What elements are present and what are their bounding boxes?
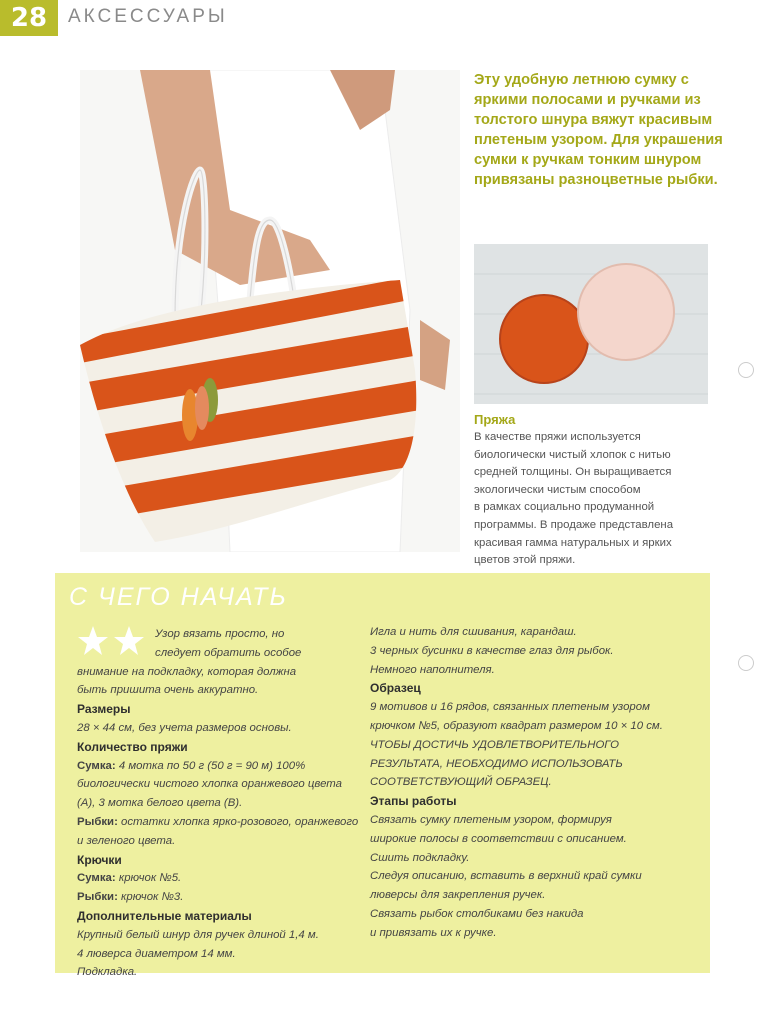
yarn-info bbox=[474, 412, 714, 570]
binder-hole bbox=[738, 362, 754, 378]
hook-fish: крючок №3. bbox=[121, 891, 184, 904]
materials-heading: Дополнительные материалы bbox=[77, 908, 252, 923]
step-line: Связать рыбок столбиками без накида bbox=[370, 907, 584, 920]
fish-label: Рыбки: bbox=[77, 815, 118, 828]
left-column bbox=[77, 625, 362, 982]
yarn-line: в рамках социально продуманной bbox=[474, 501, 655, 514]
material-line: Крупный белый шнур для ручек длиной 1,4 м. bbox=[77, 928, 319, 941]
bag-yarn-text bbox=[77, 757, 362, 813]
intro-text: Эту удобную летнюю сумку с яркими полосами и ручками из толстого шнура вяжут красивым плетеным узором. Для украшения сумки к ручкам тонким шнуром привязаны разноцветные рыбки. bbox=[474, 72, 723, 188]
intro-line: Узор вязать просто, но bbox=[155, 628, 285, 640]
material-line: Игла и нить для сшивания, карандаш. bbox=[370, 626, 577, 638]
step-line: Следуя описанию, вставить в верхний край сумки bbox=[370, 870, 642, 883]
sizes-heading: Размеры bbox=[77, 702, 131, 717]
yarn-title: Пряжа bbox=[474, 412, 516, 427]
hook-bag: крючок №5. bbox=[118, 872, 182, 885]
step-line: Связать сумку плетеным узором, формируя bbox=[370, 813, 612, 826]
material-line: Подкладка. bbox=[77, 966, 138, 979]
steps-heading: Этапы работы bbox=[370, 794, 457, 809]
yarn-line: биологически чистый хлопок с нитью bbox=[474, 448, 671, 461]
material-line: Немного наполнителя. bbox=[370, 663, 495, 676]
yarn-photo bbox=[474, 244, 708, 404]
binder-hole bbox=[738, 655, 754, 671]
yarn-line: средней толщины. Он выращивается bbox=[474, 466, 672, 479]
hooks-heading: Крючки bbox=[77, 852, 122, 867]
material-line: 3 черных бусинки в качестве глаз для рыбок. bbox=[370, 644, 614, 657]
fish-yarn-text bbox=[77, 813, 362, 851]
yarn-line: цветов этой пряжи. bbox=[474, 554, 576, 567]
fish-yarn: остатки хлопка ярко-розового, оранжевого и зеленого цвета. bbox=[77, 815, 359, 847]
section-title: АКСЕССУАРЫ bbox=[68, 6, 228, 27]
yarn-line: В качестве пряжи используется bbox=[474, 431, 641, 443]
yarn-text bbox=[474, 429, 714, 570]
difficulty-stars-icon bbox=[77, 625, 149, 657]
bag-label: Сумка: bbox=[77, 872, 116, 885]
yarn-line: экологически чистым способом bbox=[474, 483, 641, 496]
fish-label: Рыбки: bbox=[77, 891, 118, 904]
step-line: широкие полосы в соответствии с описанием. bbox=[370, 832, 627, 845]
step-line: люверсы для закрепления ручек. bbox=[370, 889, 546, 902]
intro-line: следует обратить особое bbox=[155, 646, 302, 659]
yarn-line: красивая гамма натуральных и ярких bbox=[474, 536, 672, 549]
step-line: Сшить подкладку. bbox=[370, 851, 470, 864]
right-column bbox=[370, 623, 695, 943]
sizes-text: 28 × 44 см, без учета размеров основы. bbox=[77, 721, 292, 734]
page-header bbox=[0, 0, 783, 36]
bag-label: Сумка: bbox=[77, 759, 116, 772]
material-line: 4 люверса диаметром 14 мм. bbox=[77, 947, 236, 960]
step-line: и привязать их к ручке. bbox=[370, 926, 497, 939]
bag-yarn: 4 мотка по 50 г (50 г = 90 м) 100% биологически чистого хлопка оранжевого цвета (А), 3 мотка белого цвета (В). bbox=[77, 759, 342, 810]
gauge-heading: Образец bbox=[370, 681, 421, 696]
hook-fish-text bbox=[77, 888, 362, 907]
gauge-text: 9 мотивов и 16 рядов, связанных плетеным узором крючком №5, образуют квадрат размером 10 × 10 см. bbox=[370, 701, 663, 732]
intro-line: быть пришита очень аккуратно. bbox=[77, 684, 259, 697]
page-number: 28 bbox=[0, 0, 58, 36]
yarn-line: программы. В продаже представлена bbox=[474, 518, 674, 531]
instructions-panel bbox=[55, 573, 710, 979]
intro-line: внимание на подкладку, которая должна bbox=[77, 665, 297, 678]
yarn-amount-heading: Количество пряжи bbox=[77, 739, 188, 754]
panel-title: С ЧЕГО НАЧАТЬ bbox=[69, 583, 288, 611]
hook-bag-text bbox=[77, 869, 362, 888]
gauge-caps: ЧТОБЫ ДОСТИЧЬ УДОВЛЕТВОРИТЕЛЬНОГО РЕЗУЛЬТАТА, НЕОБХОДИМО ИСПОЛЬЗОВАТЬ СООТВЕТСТВУЮЩИЙ ОБРАЗЕЦ. bbox=[370, 738, 623, 789]
bag-photo bbox=[80, 70, 460, 552]
